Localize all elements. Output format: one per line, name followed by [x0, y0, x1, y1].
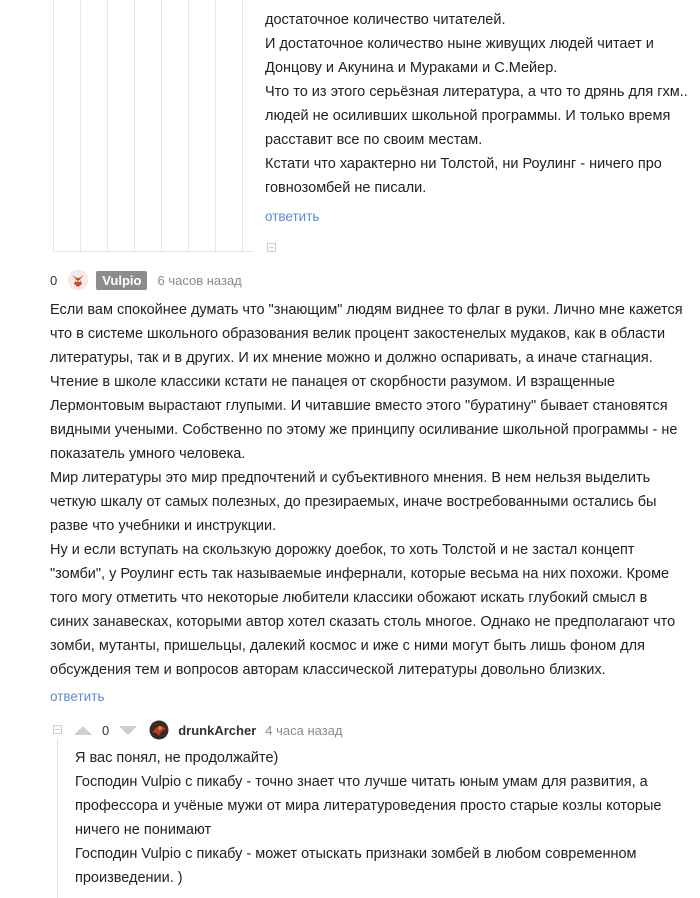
thread-line: [188, 0, 189, 252]
thread-line: [161, 0, 162, 252]
comment-header: [74, 719, 343, 741]
thread-line: [80, 0, 81, 252]
comment-line: Если вам спокойнее думать что "знающим" людям виднее то флаг в руки. Лично мне кажется: [50, 302, 683, 318]
comment-line: обсуждения тем и вопросов авторам классической литературы довольно близких.: [50, 662, 606, 678]
comment-line: И достаточное количество ныне живущих людей читает и: [265, 36, 654, 52]
comment-line: зомби, мутанты, пришельцы, далекий космос и иже с ними могут быть лишь фоном для: [50, 638, 645, 654]
avatar[interactable]: [149, 720, 169, 740]
comment-line: Кстати что характерно ни Толстой, ни Роулинг - ничего про: [265, 156, 662, 172]
comment-line: Мир литературы это мир предпочтений и субъективного мнения. В нем нельзя выделить: [50, 470, 651, 486]
comment-line: Господин Vulpio с пикабу - может отыскать признаки зомбей в любом современном: [75, 846, 637, 862]
comment-line: Донцову и Акунина и Мураками и С.Мейер.: [265, 60, 558, 76]
rating-value: 0: [102, 722, 110, 738]
comment-line: Господин Vulpio с пикабу - точно знает что лучше читать юным умам для развития, а: [75, 774, 648, 790]
comment-drunk: [75, 746, 695, 890]
fox-avatar-icon: [68, 270, 88, 290]
comment-line: показатель умного человека.: [50, 446, 246, 462]
comment-line: разве что учебники и инструкции.: [50, 518, 277, 534]
comment-line: ничего не понимают: [75, 822, 212, 838]
comment-line: Я вас понял, не продолжайте): [75, 750, 279, 766]
collapse-toggle[interactable]: [267, 243, 276, 252]
comment-line: произведении. ): [75, 870, 183, 886]
comment-line: Ну и если вступать на скользкую дорожку доебок, то хоть Толстой и не застал концепт: [50, 542, 635, 558]
comment-line: видными учеными. Собственно по этому же принципу осиливание школьной программы - не: [50, 422, 678, 438]
arrow-down-icon: [119, 726, 137, 735]
comment-line: "зомби", у Роулинг есть так называемые инфернали, которые весьма на них похожи. Кроме: [50, 566, 670, 582]
comment-line: достаточное количество читателей.: [265, 12, 506, 28]
rating-value: 0: [50, 272, 58, 288]
comment-line: расставит все по своим местам.: [265, 132, 483, 148]
thread-line: [215, 0, 216, 252]
comment-line: говнозомбей не писали.: [265, 180, 427, 196]
comment-line: профессора и учёные мужи от мира литературоведения просто старые козлы которые: [75, 798, 662, 814]
comment-time[interactable]: 4 часа назад: [265, 722, 343, 738]
comment-line: четкую шкалу от самых полезных, до презираемых, иначе востребованными остались бы: [50, 494, 657, 510]
avatar[interactable]: [68, 270, 88, 290]
archer-avatar-icon: [149, 720, 169, 740]
downvote-button[interactable]: [119, 726, 137, 735]
comment-line: того могу отметить что некоторые любители классики обожают искать глубокий смысл в: [50, 590, 648, 606]
comment-top: [265, 8, 695, 226]
reply-button[interactable]: ответить: [265, 209, 320, 224]
comment-line: литературы, так и в других. И их мнение можно и должно оспаривать, а иначе стагнация.: [50, 350, 653, 366]
comment-line: людей не осиливших школьной программы. И только время: [265, 108, 671, 124]
comment-time[interactable]: 6 часов назад: [157, 272, 242, 288]
thread-line: [134, 0, 135, 252]
comment-line: синих занавесках, которыми автор хотел сказать столь многое. Однако не предполагают что: [50, 614, 676, 630]
comment-vulpio: [50, 298, 698, 706]
comment-line: что в системе школьного образования велик процент закостенелых мудаков, как в области: [50, 326, 666, 342]
thread-line: [53, 0, 54, 252]
thread-line: [242, 0, 243, 252]
arrow-up-icon: [74, 726, 92, 735]
username-badge[interactable]: Vulpio: [96, 271, 147, 290]
upvote-button[interactable]: [74, 726, 92, 735]
thread-line: [107, 0, 108, 252]
comment-line: Чтение в школе классики кстати не панацея от скорбности разумом. И взращенные: [50, 374, 615, 390]
comment-line: Лермонтовым вырастают глупыми. И читавшие вместо этого "буратину" бывает становятся: [50, 398, 668, 414]
username-link[interactable]: drunkArcher: [178, 722, 257, 738]
thread-line: [53, 251, 253, 252]
thread-line: [57, 738, 58, 898]
reply-button[interactable]: ответить: [50, 689, 105, 704]
comment-header: [50, 269, 242, 291]
collapse-toggle[interactable]: [53, 725, 62, 734]
comment-line: Что то из этого серьёзная литература, а что то дрянь для гхм..: [265, 84, 688, 100]
